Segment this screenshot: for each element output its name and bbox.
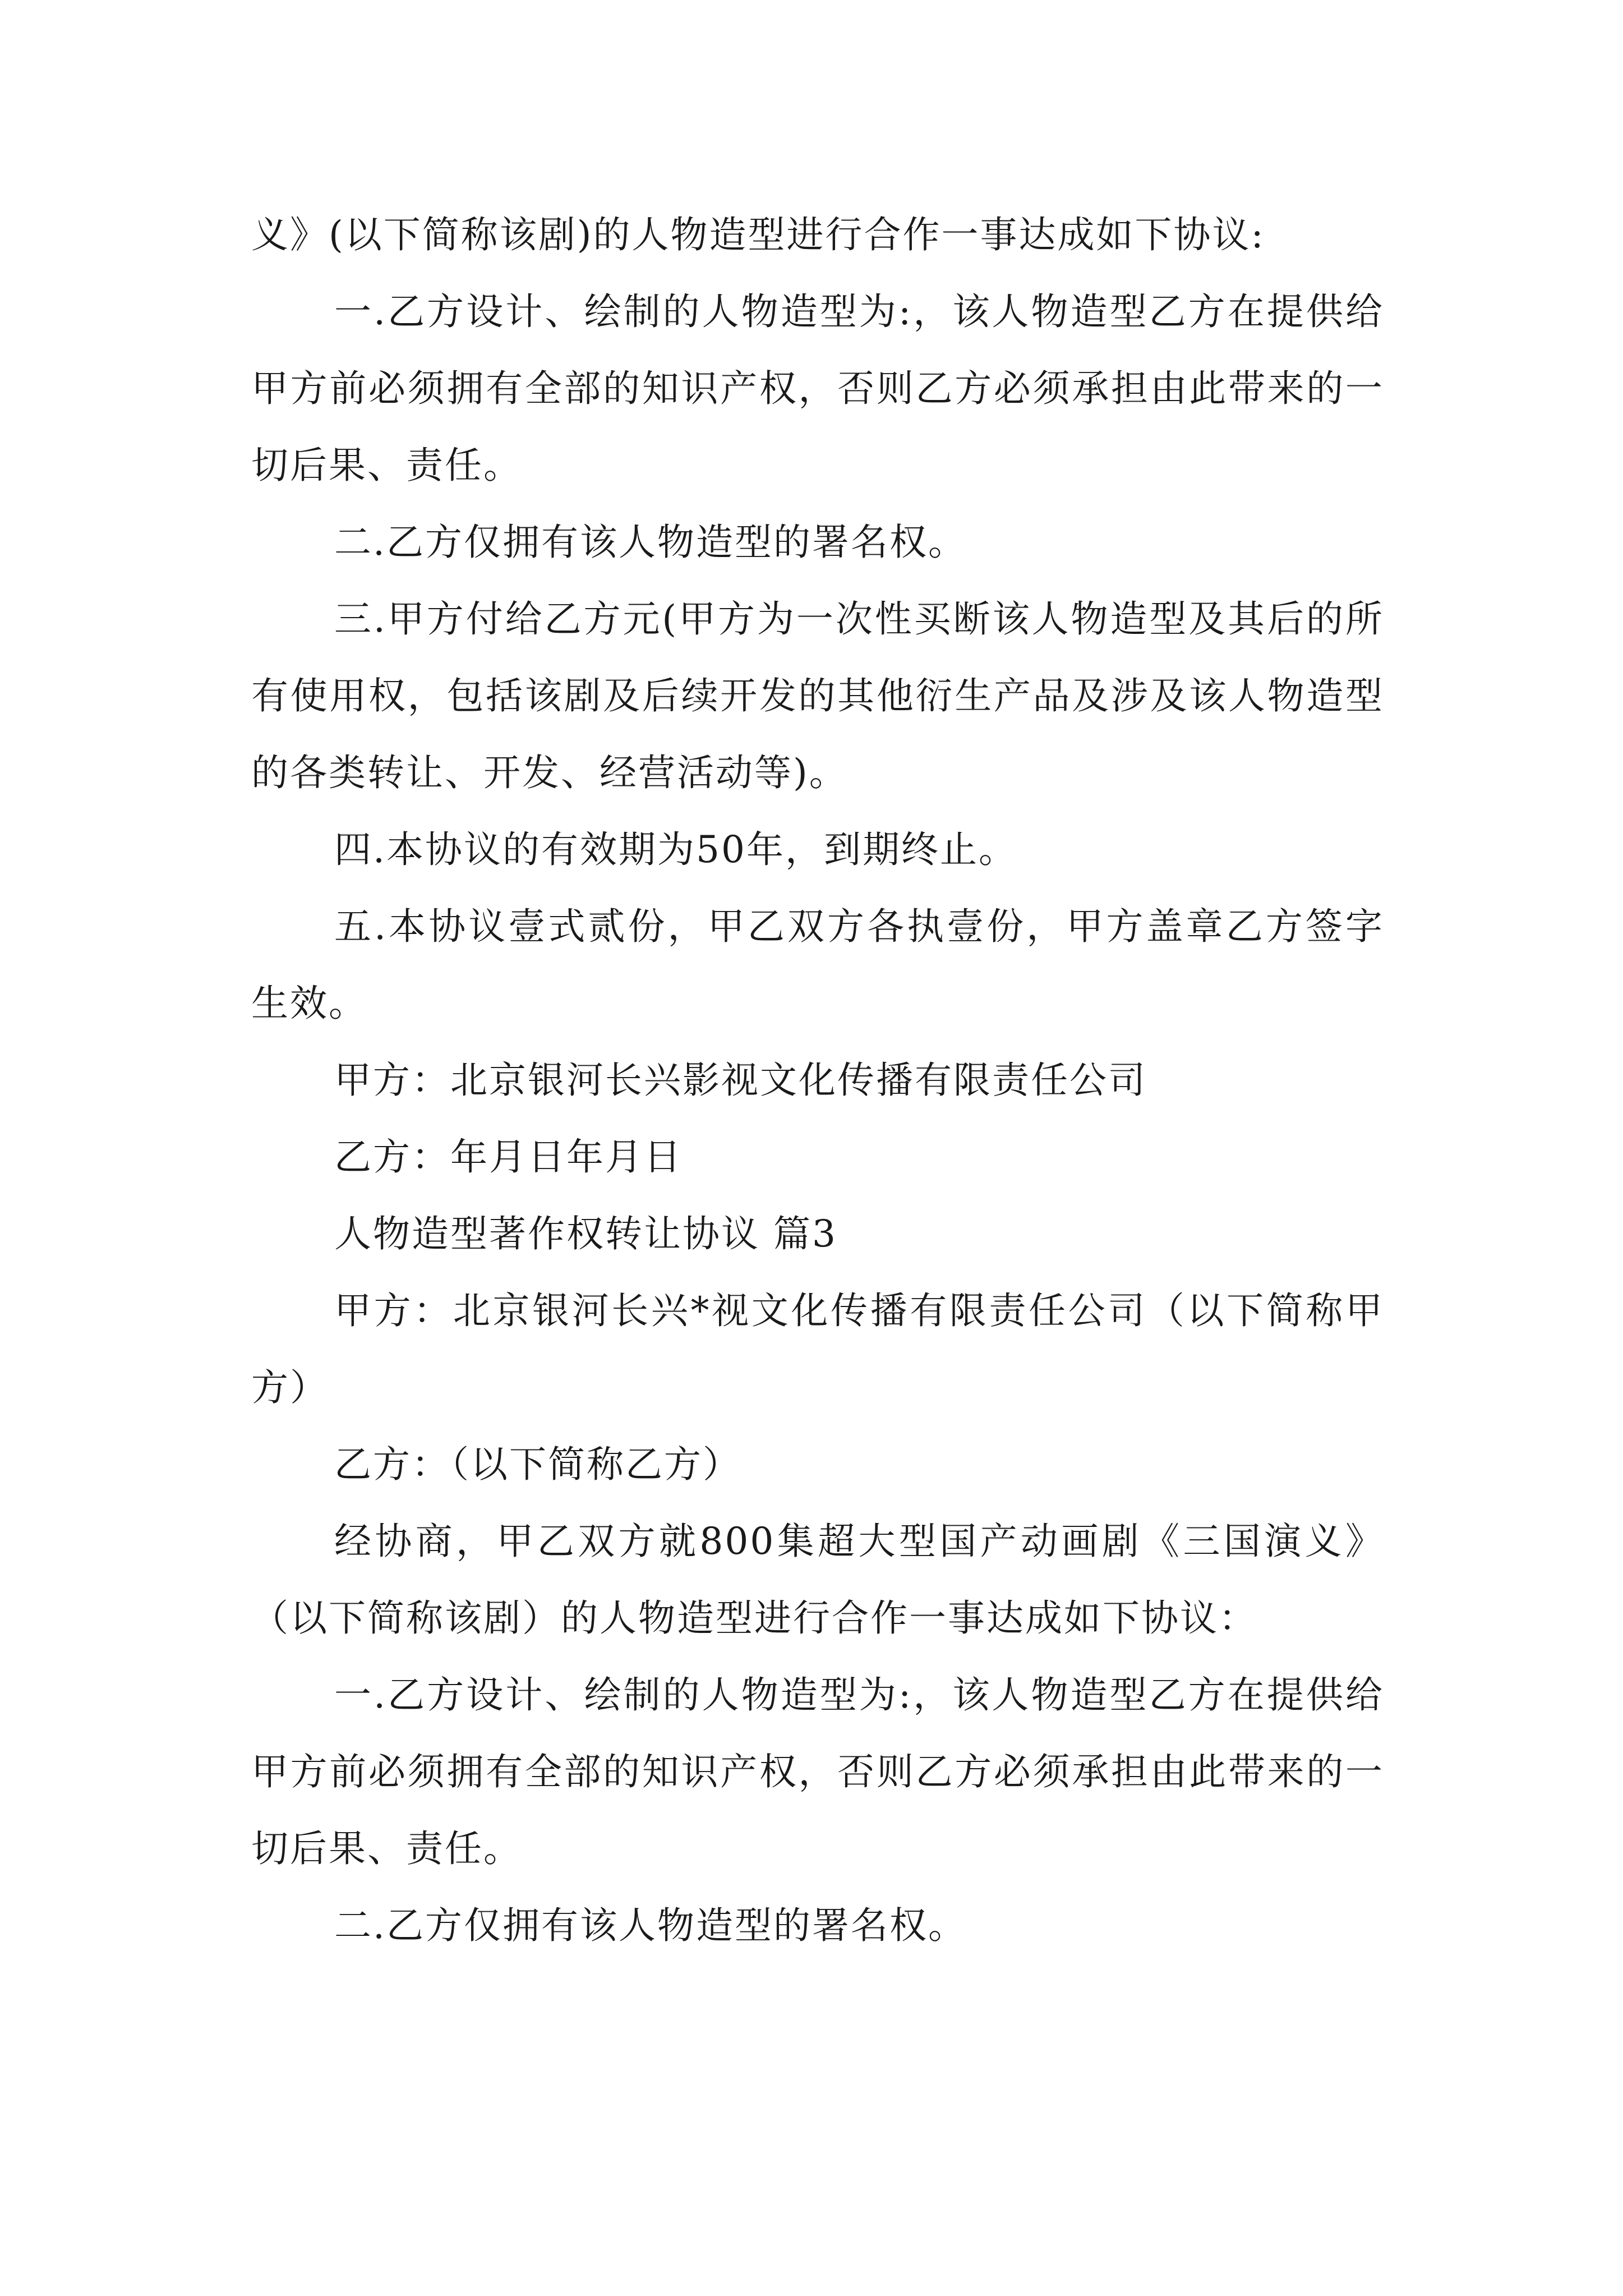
party-b-date-line: 乙方：年月日年月日 <box>334 1135 683 1179</box>
party-b-definition: 乙方：（以下简称乙方） <box>334 1443 741 1486</box>
paragraph-agreement-preamble: 经协商，甲乙双方就800集超大型国产动画剧《三国演义》（以下简称该剧）的人物造型进行合作一事达成如下协议： <box>251 1520 1384 1640</box>
paragraph-agreement-intro: 义》(以下简称该剧)的人物造型进行合作一事达成如下协议: <box>251 213 1265 256</box>
party-a-line: 甲方：北京银河长兴影视文化传播有限责任公司 <box>334 1059 1147 1102</box>
paragraph-clause-2: 二.乙方仅拥有该人物造型的署名权。 <box>334 521 967 564</box>
paragraph-clause-4: 四.本协议的有效期为50年，到期终止。 <box>334 828 1017 871</box>
section-heading: 人物造型著作权转让协议 篇3 <box>334 1212 837 1255</box>
paragraph-clause-3: 三.甲方付给乙方元(甲方为一次性买断该人物造型及其后的所有使用权，包括该剧及后续开发的其他衍生产品及涉及该人物造型的各类转让、开发、经营活动等)。 <box>251 597 1384 794</box>
paragraph-clause-1: 一.乙方设计、绘制的人物造型为:，该人物造型乙方在提供给甲方前必须拥有全部的知识产权，否则乙方必须承担由此带来的一切后果、责任。 <box>251 290 1384 487</box>
party-a-definition: 甲方：北京银河长兴*视文化传播有限责任公司（以下简称甲方） <box>251 1289 1384 1409</box>
paragraph-clause-5: 五.本协议壹式贰份，甲乙双方各执壹份，甲方盖章乙方签字生效。 <box>251 905 1384 1025</box>
paragraph-clause-2-repeat: 二.乙方仅拥有该人物造型的署名权。 <box>334 1904 967 1947</box>
paragraph-clause-1-repeat: 一.乙方设计、绘制的人物造型为:，该人物造型乙方在提供给甲方前必须拥有全部的知识产权，否则乙方必须承担由此带来的一切后果、责任。 <box>251 1673 1384 1870</box>
document-body <box>251 196 1384 1964</box>
